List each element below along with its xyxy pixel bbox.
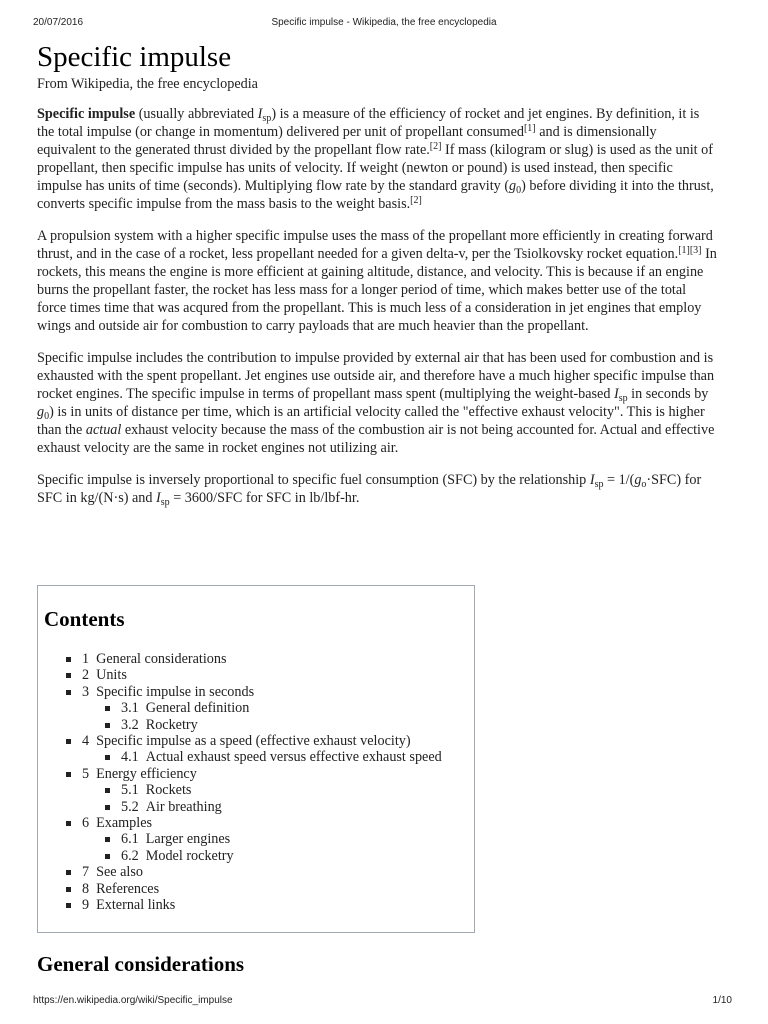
toc-link[interactable]: Specific impulse as a speed (effective exhaust velocity) [96, 733, 411, 750]
print-page-number: 1/10 [712, 995, 732, 1006]
bullet-icon [66, 739, 71, 744]
toc-link[interactable]: External links [96, 897, 176, 914]
toc-link[interactable]: Specific impulse in seconds [96, 683, 255, 700]
reference-link[interactable]: [2] [429, 141, 442, 152]
toc-number: 6 [82, 815, 90, 832]
isp-subscript: sp [594, 479, 604, 490]
text: Specific impulse is inversely proportional to specific fuel consumption (SFC) by the relationship [37, 472, 590, 488]
intro-paragraph-1 [37, 105, 717, 213]
toc-item-rockets[interactable] [66, 782, 442, 798]
page-title: Specific impulse [37, 41, 232, 73]
text: ) is in units of distance per time, which is an artificial velocity called the "effective exhaust velocity". This is higher than the [37, 404, 705, 438]
isp-symbol: I [156, 490, 161, 506]
toc-list [66, 651, 442, 914]
intro-paragraph-2 [37, 227, 717, 335]
toc-link[interactable]: General considerations [96, 651, 227, 667]
toc-number: 3.1 [121, 700, 139, 717]
bullet-icon [66, 821, 71, 826]
toc-link[interactable]: Units [96, 667, 127, 684]
toc-item-external-links[interactable] [66, 897, 442, 913]
toc-number: 5.2 [121, 798, 139, 815]
bullet-icon [105, 837, 110, 842]
reference-link[interactable]: [1][3] [678, 245, 702, 256]
toc-link[interactable]: General definition [145, 700, 250, 717]
text: (usually abbreviated [135, 106, 258, 122]
toc-link[interactable]: Larger engines [145, 831, 231, 848]
reference-link[interactable]: [1] [523, 123, 536, 134]
text: in seconds by [627, 386, 709, 402]
reference-link[interactable]: [2] [410, 195, 422, 206]
toc-item-general-considerations[interactable] [66, 651, 442, 667]
toc-item-actual-vs-effective-exhaust[interactable] [66, 749, 442, 765]
bullet-icon [105, 706, 110, 711]
site-tagline: From Wikipedia, the free encyclopedia [37, 76, 258, 92]
gravity-subscript: 0 [44, 411, 50, 422]
toc-link[interactable]: See also [96, 864, 143, 881]
bullet-icon [66, 772, 71, 777]
gravity-symbol: g [509, 178, 517, 194]
table-of-contents [37, 585, 475, 933]
bullet-icon [66, 870, 71, 875]
gravity-symbol: g [37, 404, 45, 420]
text: = 1/( [603, 472, 635, 488]
text: Specific impulse includes the contribution to impulse provided by external air that has been used for combustion and is exhausted with the spent propellant. Jet engines use outside air, and therefore have a much higher specific impulse than rocket engines. The specific impulse in terms of propellant mass spent (multiplying the weight-based [37, 350, 715, 402]
intro-paragraph-3 [37, 349, 717, 457]
bullet-icon [66, 887, 71, 892]
gravity-subscript: 0 [516, 185, 522, 196]
toc-item-examples[interactable] [66, 815, 442, 831]
intro-paragraph-4 [37, 471, 717, 507]
text: ) is a measure of the efficiency of rocket and jet engines. By definition, it is the total impulse (or change in momentum) delivered per unit of propellant consumed [37, 106, 700, 140]
toc-link[interactable]: Rocketry [145, 716, 198, 733]
isp-subscript: sp [262, 113, 272, 124]
bullet-icon [105, 723, 110, 728]
text: ·SFC) for SFC in kg/(N·s) and [37, 472, 702, 506]
section-heading-general-considerations: General considerations [37, 952, 245, 976]
text: ) before dividing it into the thrust, converts specific impulse from the mass basis to the weight basis. [37, 178, 714, 212]
bullet-icon [105, 755, 110, 760]
toc-item-units[interactable] [66, 667, 442, 683]
print-page-title: Specific impulse - Wikipedia, the free encyclopedia [271, 17, 497, 28]
bullet-icon [105, 854, 110, 859]
gravity-subscript: o [641, 479, 647, 490]
bullet-icon [66, 690, 71, 695]
isp-subscript: sp [618, 393, 628, 404]
toc-number: 4.1 [121, 749, 139, 766]
bold-term: Specific impulse [37, 106, 136, 122]
toc-link[interactable]: Air breathing [145, 798, 222, 815]
text: exhaust velocity because the mass of the combustion air is not being accounted for. Actual and effective exhaust velocity are the same in rocket engines not utilizing air. [37, 422, 715, 456]
toc-item-air-breathing[interactable] [66, 799, 442, 815]
toc-link[interactable]: Rockets [145, 782, 192, 799]
print-date: 20/07/2016 [33, 17, 84, 28]
toc-title: Contents [44, 607, 125, 631]
toc-number: 1 [82, 651, 90, 667]
toc-number: 3.2 [121, 716, 139, 733]
gravity-symbol: g [634, 472, 642, 488]
toc-number: 6.1 [121, 831, 139, 848]
toc-number: 7 [82, 864, 90, 881]
toc-number: 5 [82, 765, 90, 782]
toc-number: 3 [82, 683, 90, 700]
bullet-icon [105, 805, 110, 810]
toc-item-specific-impulse-as-speed[interactable] [66, 733, 442, 749]
toc-item-rocketry[interactable] [66, 717, 442, 733]
toc-number: 6.2 [121, 847, 139, 864]
toc-item-general-definition[interactable] [66, 700, 442, 716]
text: A propulsion system with a higher specific impulse uses the mass of the propellant more efficiently in creating forward thrust, and in the case of a rocket, less propellant needed for a given delta-v, per the Tsiolkovsky rocket equation. [37, 228, 713, 262]
bullet-icon [66, 673, 71, 678]
toc-number: 5.1 [121, 782, 139, 799]
text: In rockets, this means the engine is more efficient at gaining altitude, distance, and velocity. This is because if an engine burns the propellant faster, the rocket has less mass for a longer period of time, which makes better use of the total force times time that was acqured from the propellant. This is much less of a consideration in jet engines that employ wings and outside air for combustion to carry payloads that are much heavier than the propellant. [37, 246, 717, 334]
toc-link[interactable]: Actual exhaust speed versus effective exhaust speed [145, 749, 442, 766]
bullet-icon [66, 903, 71, 908]
toc-link[interactable]: References [96, 880, 160, 897]
isp-subscript: sp [160, 497, 170, 508]
toc-link[interactable]: Examples [96, 815, 153, 832]
text: = 3600/SFC for SFC in lb/lbf-hr. [169, 490, 360, 506]
toc-item-energy-efficiency[interactable] [66, 766, 442, 782]
toc-link[interactable]: Energy efficiency [96, 765, 197, 782]
toc-item-larger-engines[interactable] [66, 831, 442, 847]
text: If mass (kilogram or slug) is used as the unit of propellant, then specific impulse has units of velocity. If weight (newton or pound) is used instead, then specific impulse has units of time (seconds). Multiplying flow rate by the standard gravity ( [37, 142, 713, 194]
article-body [37, 40, 717, 507]
toc-item-model-rocketry[interactable] [66, 848, 442, 864]
toc-number: 2 [82, 667, 90, 684]
toc-number: 4 [82, 733, 90, 750]
toc-item-see-also[interactable] [66, 864, 442, 880]
text: and is dimensionally equivalent to the generated thrust divided by the propellant flow rate. [37, 124, 657, 158]
toc-item-specific-impulse-in-seconds[interactable] [66, 684, 442, 700]
print-url: https://en.wikipedia.org/wiki/Specific_impulse [33, 995, 233, 1006]
isp-symbol: I [589, 472, 595, 488]
isp-symbol: I [613, 386, 619, 402]
bullet-icon [66, 657, 71, 662]
emphasis-actual: actual [85, 422, 122, 438]
isp-symbol: I [257, 106, 263, 122]
toc-number: 8 [82, 880, 90, 897]
toc-link[interactable]: Model rocketry [145, 847, 234, 864]
toc-number: 9 [82, 897, 90, 914]
bullet-icon [105, 788, 110, 793]
toc-item-references[interactable] [66, 881, 442, 897]
